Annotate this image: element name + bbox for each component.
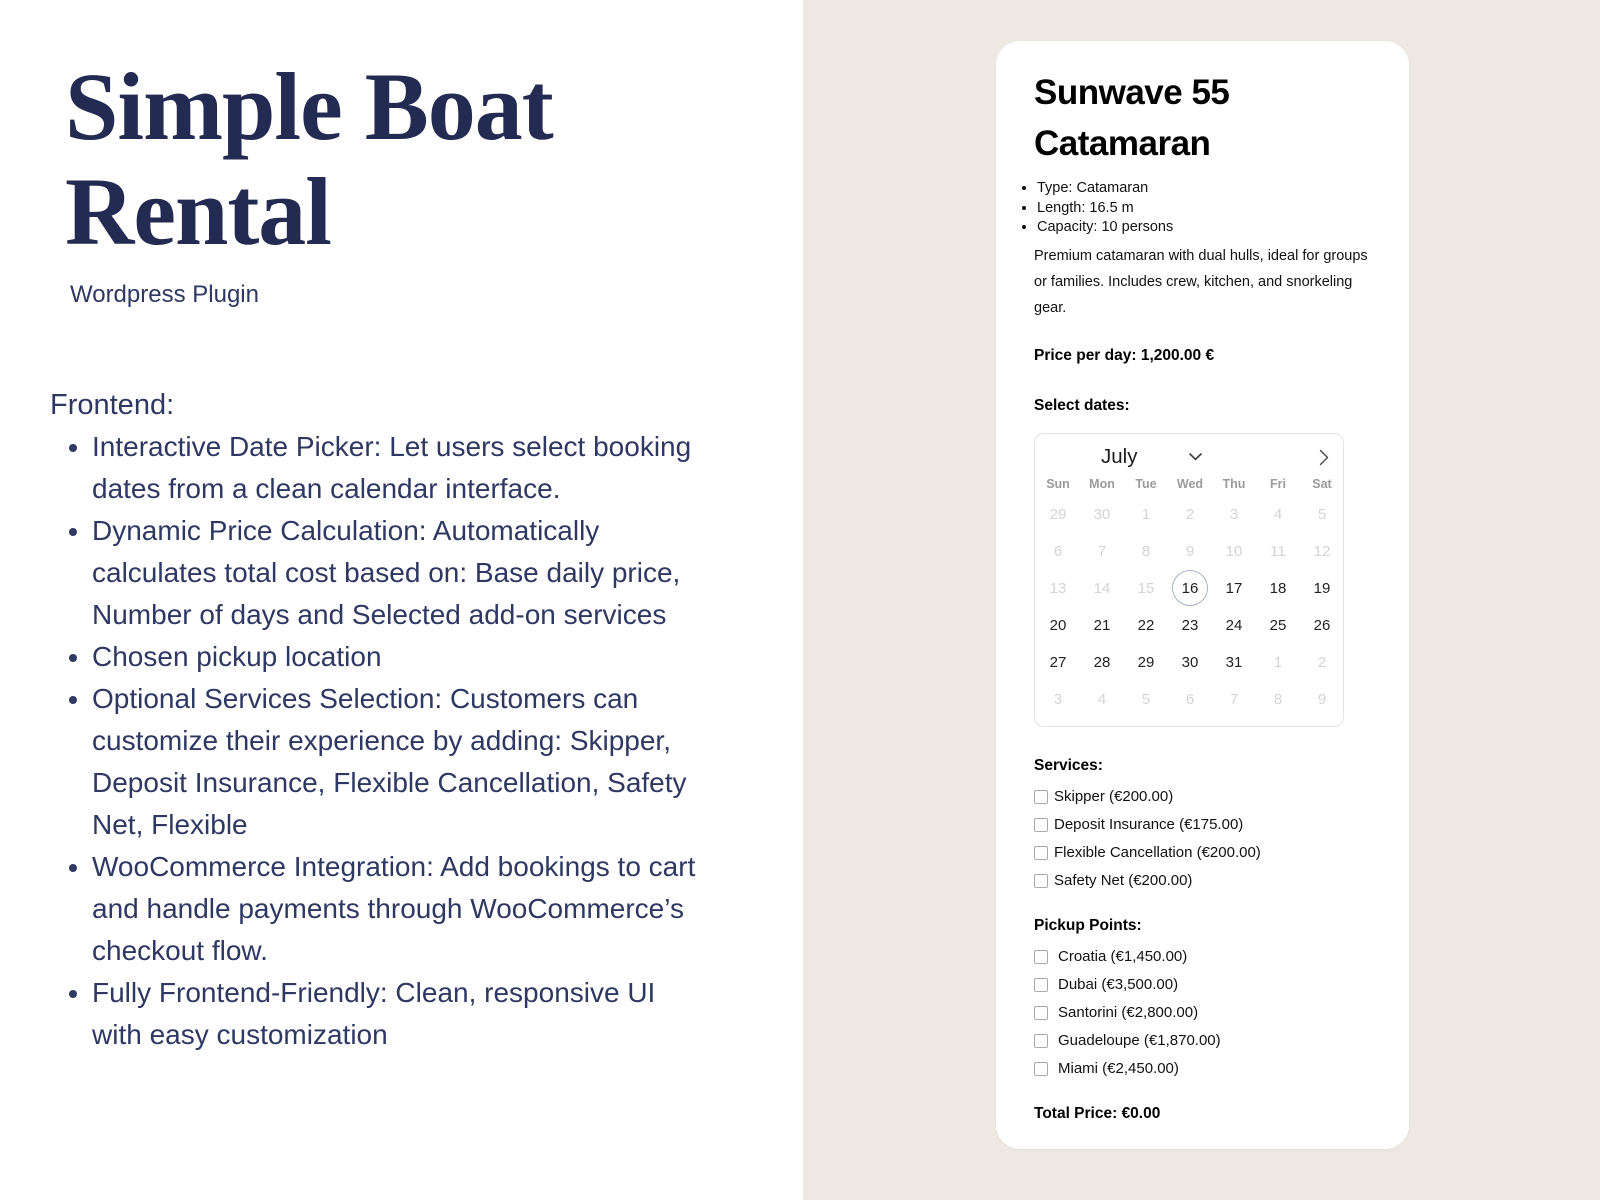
service-option-label[interactable]: Flexible Cancellation (€200.00)	[1054, 844, 1261, 861]
pickup-option-label[interactable]: Santorini (€2,800.00)	[1058, 1004, 1199, 1021]
calendar-day: 15	[1137, 579, 1155, 597]
weekday-label: Thu	[1222, 476, 1246, 491]
pickup-option-row	[1034, 1027, 1371, 1055]
calendar-day: 14	[1093, 579, 1111, 597]
calendar-day: 5	[1317, 505, 1327, 523]
service-option-checkbox[interactable]	[1034, 874, 1048, 888]
pickup-option-row	[1034, 999, 1371, 1027]
feature-item: • Optional Services Selection: Customers can customize their experience by adding: Skipper, Deposit Insurance, Flexible Cancellation, Safety Net, Flexible	[92, 678, 702, 846]
pickup-option-checkbox[interactable]	[1034, 950, 1048, 964]
calendar-day: 1	[1141, 505, 1151, 523]
calendar-day: 8	[1273, 690, 1283, 708]
features-section	[50, 384, 730, 1056]
pickup-option-checkbox[interactable]	[1034, 1034, 1048, 1048]
calendar-day: 6	[1185, 690, 1195, 708]
service-option-checkbox[interactable]	[1034, 790, 1048, 804]
service-option-checkbox[interactable]	[1034, 818, 1048, 832]
pickup-option-row	[1034, 971, 1371, 999]
calendar-day[interactable]: 19	[1313, 579, 1331, 597]
weekday-label: Sun	[1046, 476, 1070, 491]
calendar-day[interactable]: 17	[1225, 579, 1243, 597]
price-per-day-label: Price per day: 1,200.00 €	[1034, 346, 1215, 364]
boat-spec-item: • Length: 16.5 m	[1037, 199, 1371, 219]
calendar-day[interactable]: 25	[1269, 616, 1287, 634]
calendar-day: 13	[1049, 579, 1067, 597]
boat-specs-list	[1022, 179, 1371, 238]
calendar-day: 8	[1141, 542, 1151, 560]
feature-item: • Fully Frontend-Friendly: Clean, responsive UI with easy customization	[92, 972, 702, 1056]
calendar-day[interactable]: 28	[1093, 653, 1111, 671]
calendar-weekday-row	[1035, 472, 1343, 496]
service-option-label[interactable]: Deposit Insurance (€175.00)	[1054, 816, 1244, 833]
pickup-option-row	[1034, 943, 1371, 971]
boat-spec-item: • Type: Catamaran	[1037, 179, 1371, 199]
weekday-label: Wed	[1176, 476, 1204, 491]
date-picker-calendar	[1034, 433, 1344, 727]
calendar-day[interactable]: 26	[1313, 616, 1331, 634]
weekday-label: Sat	[1312, 476, 1332, 491]
calendar-day[interactable]: 24	[1225, 616, 1243, 634]
calendar-day: 10	[1225, 542, 1243, 560]
calendar-day: 2	[1185, 505, 1195, 523]
boat-title: Sunwave 55 Catamaran	[1034, 73, 1230, 163]
pickup-option-checkbox[interactable]	[1034, 1062, 1048, 1076]
intro-section	[50, 54, 790, 310]
calendar-day[interactable]: 29	[1137, 653, 1155, 671]
pickup-points-list	[1034, 943, 1371, 1083]
calendar-header	[1035, 442, 1343, 472]
service-option-row	[1034, 783, 1371, 811]
boat-description: Premium catamaran with dual hulls, ideal for groups or families. Includes crew, kitchen, and snorkeling gear.	[1034, 247, 1368, 316]
boat-spec-item: • Capacity: 10 persons	[1037, 218, 1371, 238]
calendar-day: 2	[1317, 653, 1327, 671]
feature-item: • Interactive Date Picker: Let users select booking dates from a clean calendar interface.	[92, 426, 702, 510]
calendar-day[interactable]: 31	[1225, 653, 1243, 671]
pickup-option-label[interactable]: Miami (€2,450.00)	[1058, 1060, 1179, 1077]
pickup-option-label[interactable]: Guadeloupe (€1,870.00)	[1058, 1032, 1221, 1049]
next-month-button[interactable]	[1319, 447, 1329, 466]
pickup-option-row	[1034, 1055, 1371, 1083]
service-option-row	[1034, 839, 1371, 867]
calendar-days-grid	[1035, 496, 1343, 718]
calendar-day: 12	[1313, 542, 1331, 560]
total-price: Total Price: €0.00	[1034, 1104, 1161, 1122]
calendar-day: 3	[1053, 690, 1063, 708]
calendar-day[interactable]: 27	[1049, 653, 1067, 671]
calendar-day: 7	[1229, 690, 1239, 708]
services-list	[1034, 783, 1371, 895]
services-label: Services:	[1034, 756, 1103, 774]
service-option-label[interactable]: Skipper (€200.00)	[1054, 788, 1174, 805]
features-list	[50, 426, 702, 1056]
calendar-day: 9	[1317, 690, 1327, 708]
chevron-down-icon	[1189, 453, 1202, 461]
page-title: Simple Boat Rental	[65, 53, 553, 265]
calendar-day[interactable]: 18	[1269, 579, 1287, 597]
booking-card	[996, 41, 1409, 1149]
feature-item: • Dynamic Price Calculation: Automatically calculates total cost based on: Base daily price, Number of days and Selected add-on services	[92, 510, 702, 636]
calendar-day-today[interactable]	[1168, 570, 1212, 607]
calendar-day: 30	[1093, 505, 1111, 523]
chevron-right-icon	[1319, 449, 1329, 466]
pickup-option-checkbox[interactable]	[1034, 978, 1048, 992]
calendar-day: 29	[1049, 505, 1067, 523]
calendar-day: 4	[1097, 690, 1107, 708]
today-circle: 16	[1172, 570, 1208, 606]
calendar-day: 9	[1185, 542, 1195, 560]
service-option-label[interactable]: Safety Net (€200.00)	[1054, 872, 1193, 889]
calendar-day: 3	[1229, 505, 1239, 523]
feature-item: • Chosen pickup location	[92, 636, 702, 678]
weekday-label: Mon	[1089, 476, 1115, 491]
calendar-day[interactable]: 23	[1181, 616, 1199, 634]
calendar-day: 6	[1053, 542, 1063, 560]
calendar-day[interactable]: 21	[1093, 616, 1111, 634]
pickup-option-label[interactable]: Croatia (€1,450.00)	[1058, 948, 1188, 965]
month-dropdown[interactable]	[1101, 445, 1202, 469]
features-heading: Frontend:	[50, 389, 175, 421]
service-option-row	[1034, 867, 1371, 895]
calendar-day[interactable]: 20	[1049, 616, 1067, 634]
pickup-option-label[interactable]: Dubai (€3,500.00)	[1058, 976, 1179, 993]
feature-item: • WooCommerce Integration: Add bookings to cart and handle payments through WooCommerce’s checkout flow.	[92, 846, 702, 972]
calendar-day: 1	[1273, 653, 1283, 671]
calendar-day: 5	[1141, 690, 1151, 708]
pickup-option-checkbox[interactable]	[1034, 1006, 1048, 1020]
service-option-checkbox[interactable]	[1034, 846, 1048, 860]
calendar-day: 7	[1097, 542, 1107, 560]
pickup-points-label: Pickup Points:	[1034, 916, 1142, 934]
page-subtitle: Wordpress Plugin	[70, 281, 259, 308]
weekday-label: Fri	[1270, 476, 1286, 491]
service-option-row	[1034, 811, 1371, 839]
calendar-day: 11	[1270, 542, 1286, 560]
calendar-day[interactable]: 22	[1137, 616, 1155, 634]
weekday-label: Tue	[1135, 476, 1157, 491]
calendar-day[interactable]: 30	[1181, 653, 1199, 671]
month-label: July	[1101, 444, 1138, 468]
calendar-day: 4	[1273, 505, 1283, 523]
select-dates-label: Select dates:	[1034, 396, 1130, 414]
